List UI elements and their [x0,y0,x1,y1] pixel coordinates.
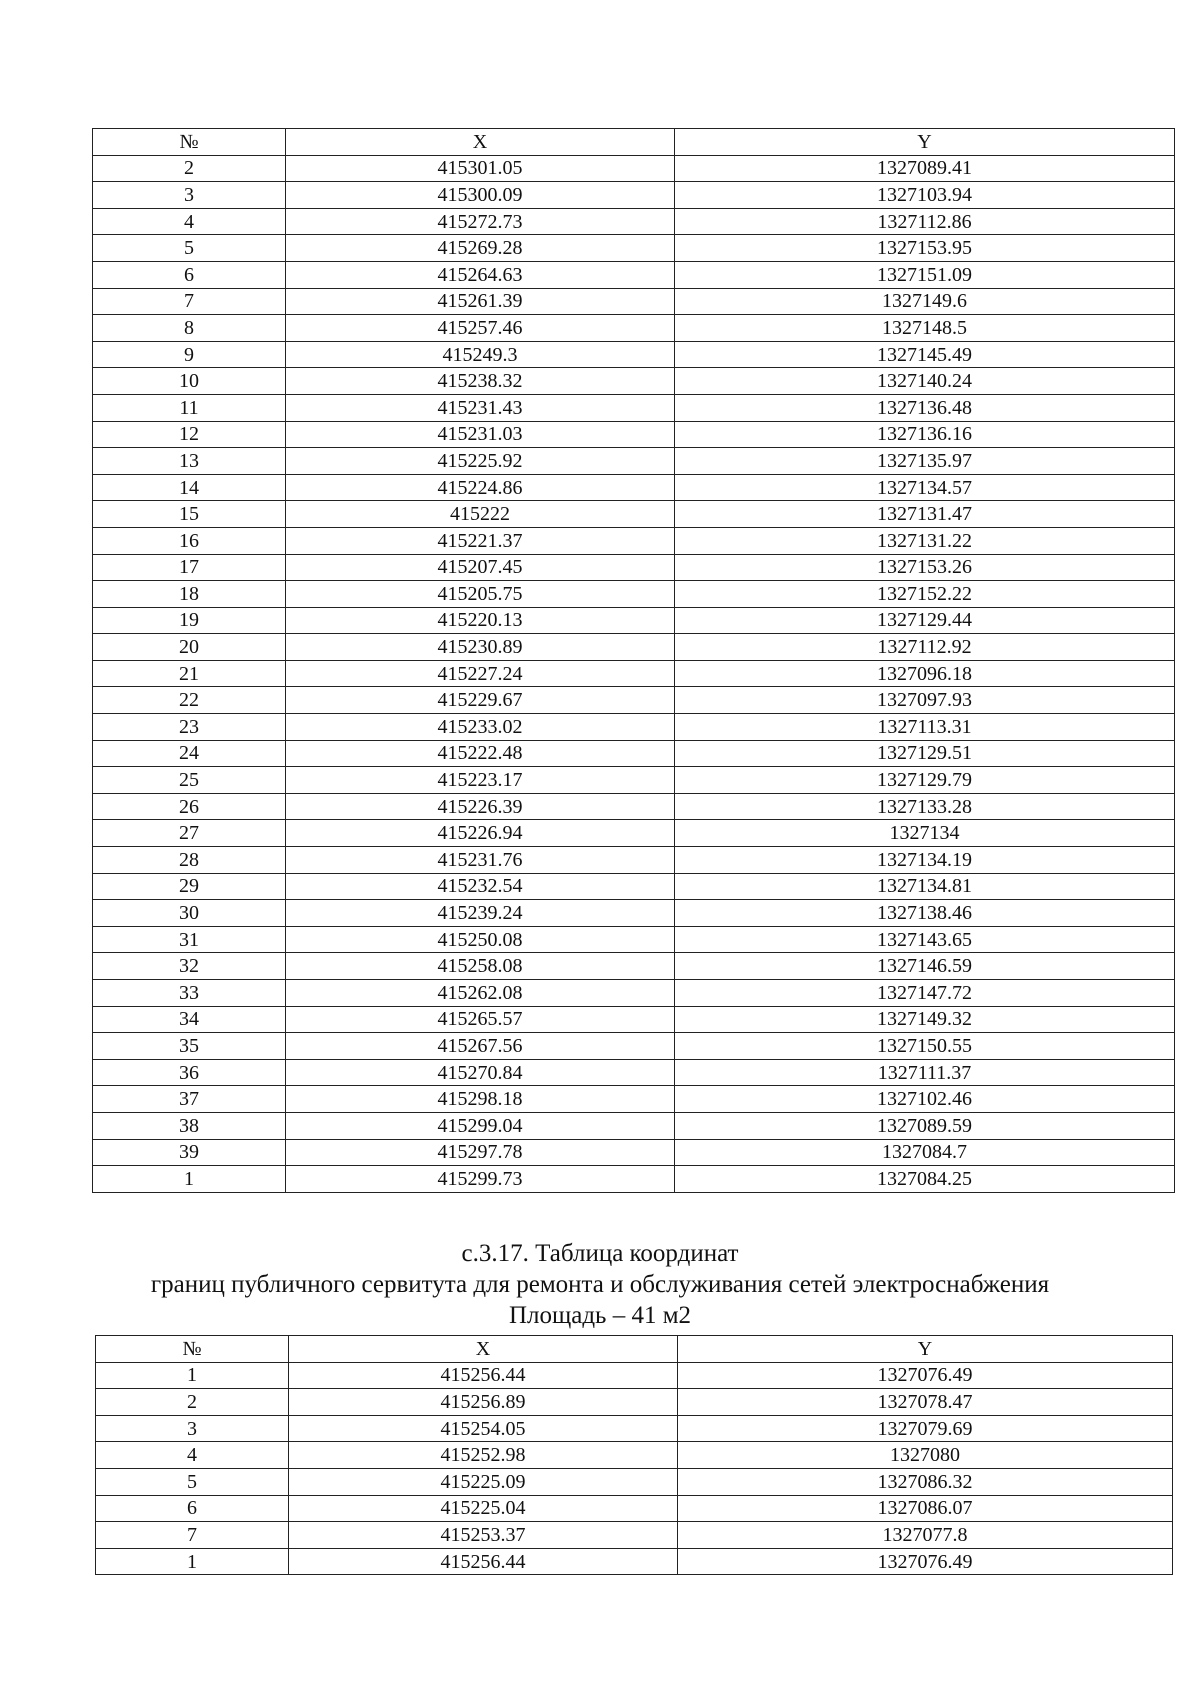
cell-y: 1327089.41 [675,155,1175,182]
cell-x: 415224.86 [286,474,675,501]
cell-x: 415230.89 [286,634,675,661]
cell-x: 415221.37 [286,527,675,554]
cell-y: 1327151.09 [675,261,1175,288]
cell-y: 1327133.28 [675,793,1175,820]
cell-y: 1327086.32 [678,1468,1173,1495]
cell-y: 1327153.26 [675,554,1175,581]
cell-number: 6 [96,1495,289,1522]
table-header-row [93,129,1175,156]
table-row [93,607,1175,634]
cell-y: 1327146.59 [675,953,1175,980]
cell-y: 1327147.72 [675,980,1175,1007]
table-row [93,368,1175,395]
cell-number: 19 [93,607,286,634]
cell-x: 415269.28 [286,235,675,262]
column-header-y: Y [678,1336,1173,1363]
cell-x: 415238.32 [286,368,675,395]
table-row [93,261,1175,288]
cell-x: 415297.78 [286,1139,675,1166]
cell-number: 3 [96,1415,289,1442]
cell-number: 16 [93,527,286,554]
table-row [93,182,1175,209]
cell-y: 1327140.24 [675,368,1175,395]
cell-y: 1327112.86 [675,208,1175,235]
cell-y: 1327078.47 [678,1389,1173,1416]
cell-number: 28 [93,847,286,874]
cell-number: 25 [93,767,286,794]
cell-x: 415222.48 [286,740,675,767]
cell-y: 1327134.19 [675,847,1175,874]
cell-number: 31 [93,926,286,953]
cell-number: 21 [93,660,286,687]
cell-x: 415231.76 [286,847,675,874]
cell-x: 415299.04 [286,1112,675,1139]
column-header-number: № [96,1336,289,1363]
cell-number: 29 [93,873,286,900]
table-row [93,155,1175,182]
table-row [96,1522,1173,1549]
cell-number: 37 [93,1086,286,1113]
cell-number: 7 [93,288,286,315]
table-row [93,394,1175,421]
cell-y: 1327143.65 [675,926,1175,953]
table-body [93,155,1175,1192]
cell-x: 415272.73 [286,208,675,235]
cell-y: 1327113.31 [675,714,1175,741]
cell-y: 1327131.22 [675,527,1175,554]
cell-x: 415258.08 [286,953,675,980]
cell-y: 1327129.51 [675,740,1175,767]
cell-y: 1327086.07 [678,1495,1173,1522]
cell-x: 415265.57 [286,1006,675,1033]
table-row [93,474,1175,501]
table-row [93,554,1175,581]
table-header-row [96,1336,1173,1363]
cell-y: 1327076.49 [678,1548,1173,1575]
column-header-x: X [289,1336,678,1363]
table-row [93,288,1175,315]
table-row [93,714,1175,741]
table-row [93,687,1175,714]
cell-x: 415252.98 [289,1442,678,1469]
table-row [93,953,1175,980]
cell-x: 415264.63 [286,261,675,288]
cell-y: 1327097.93 [675,687,1175,714]
cell-x: 415231.03 [286,421,675,448]
table-row [93,873,1175,900]
table-row [96,1495,1173,1522]
table-caption-description: границ публичного сервитута для ремонта и обслуживания сетей электроснабжения [150,1271,1050,1298]
cell-number: 34 [93,1006,286,1033]
column-header-x: X [286,129,675,156]
table-row [93,235,1175,262]
cell-x: 415298.18 [286,1086,675,1113]
cell-x: 415262.08 [286,980,675,1007]
table-row [93,1059,1175,1086]
cell-y: 1327084.7 [675,1139,1175,1166]
cell-y: 1327134.57 [675,474,1175,501]
cell-x: 415256.89 [289,1389,678,1416]
cell-y: 1327150.55 [675,1033,1175,1060]
cell-y: 1327131.47 [675,501,1175,528]
table-row [93,1006,1175,1033]
cell-number: 24 [93,740,286,767]
cell-x: 415226.94 [286,820,675,847]
cell-y: 1327096.18 [675,660,1175,687]
cell-number: 23 [93,714,286,741]
cell-number: 30 [93,900,286,927]
cell-x: 415299.73 [286,1166,675,1193]
cell-y: 1327076.49 [678,1362,1173,1389]
cell-x: 415254.05 [289,1415,678,1442]
cell-y: 1327080 [678,1442,1173,1469]
table-row [96,1468,1173,1495]
cell-x: 415253.37 [289,1522,678,1549]
table-row [93,581,1175,608]
table-row [93,1033,1175,1060]
cell-number: 32 [93,953,286,980]
cell-number: 17 [93,554,286,581]
table-row [93,634,1175,661]
table-row [93,767,1175,794]
cell-x: 415225.92 [286,448,675,475]
table-caption-title: с.3.17. Таблица координат [461,1240,739,1267]
cell-number: 10 [93,368,286,395]
cell-number: 7 [96,1522,289,1549]
cell-y: 1327112.92 [675,634,1175,661]
table-row [96,1442,1173,1469]
cell-y: 1327152.22 [675,581,1175,608]
cell-y: 1327129.79 [675,767,1175,794]
cell-x: 415229.67 [286,687,675,714]
cell-x: 415239.24 [286,900,675,927]
cell-number: 2 [93,155,286,182]
cell-x: 415250.08 [286,926,675,953]
cell-number: 36 [93,1059,286,1086]
cell-x: 415231.43 [286,394,675,421]
cell-x: 415257.46 [286,315,675,342]
table-row [93,501,1175,528]
cell-y: 1327084.25 [675,1166,1175,1193]
cell-x: 415301.05 [286,155,675,182]
table-row [93,926,1175,953]
table-row [93,980,1175,1007]
cell-number: 22 [93,687,286,714]
table-row [93,1112,1175,1139]
table-row [93,421,1175,448]
table-row [93,847,1175,874]
table-row [96,1548,1173,1575]
column-header-y: Y [675,129,1175,156]
cell-number: 3 [93,182,286,209]
table-caption-area: Площадь – 41 м2 [508,1302,692,1329]
cell-number: 13 [93,448,286,475]
table-row [93,208,1175,235]
cell-y: 1327134 [675,820,1175,847]
cell-number: 20 [93,634,286,661]
cell-y: 1327149.6 [675,288,1175,315]
cell-number: 4 [96,1442,289,1469]
cell-y: 1327134.81 [675,873,1175,900]
cell-number: 9 [93,341,286,368]
cell-number: 39 [93,1139,286,1166]
cell-number: 5 [93,235,286,262]
cell-number: 26 [93,793,286,820]
cell-x: 415226.39 [286,793,675,820]
cell-y: 1327145.49 [675,341,1175,368]
table-row [93,1086,1175,1113]
table-row [96,1389,1173,1416]
cell-x: 415261.39 [286,288,675,315]
cell-x: 415232.54 [286,873,675,900]
cell-y: 1327102.46 [675,1086,1175,1113]
cell-y: 1327136.48 [675,394,1175,421]
cell-number: 5 [96,1468,289,1495]
cell-number: 12 [93,421,286,448]
table-row [93,315,1175,342]
cell-x: 415227.24 [286,660,675,687]
cell-number: 38 [93,1112,286,1139]
cell-x: 415225.04 [289,1495,678,1522]
cell-x: 415300.09 [286,182,675,209]
cell-y: 1327136.16 [675,421,1175,448]
cell-y: 1327129.44 [675,607,1175,634]
cell-number: 4 [93,208,286,235]
table-row [93,660,1175,687]
cell-y: 1327149.32 [675,1006,1175,1033]
cell-number: 1 [93,1166,286,1193]
cell-number: 8 [93,315,286,342]
cell-x: 415256.44 [289,1548,678,1575]
cell-number: 15 [93,501,286,528]
cell-x: 415249.3 [286,341,675,368]
table-row [93,1166,1175,1193]
cell-x: 415270.84 [286,1059,675,1086]
table-row [93,341,1175,368]
cell-number: 6 [93,261,286,288]
table-row [93,740,1175,767]
cell-number: 18 [93,581,286,608]
cell-number: 27 [93,820,286,847]
table-row [93,1139,1175,1166]
cell-x: 415256.44 [289,1362,678,1389]
cell-number: 11 [93,394,286,421]
cell-y: 1327148.5 [675,315,1175,342]
cell-y: 1327077.8 [678,1522,1173,1549]
cell-y: 1327103.94 [675,182,1175,209]
table-row [93,793,1175,820]
cell-x: 415207.45 [286,554,675,581]
cell-number: 14 [93,474,286,501]
cell-x: 415220.13 [286,607,675,634]
cell-number: 1 [96,1548,289,1575]
table-row [93,820,1175,847]
coordinates-table-2 [95,1335,1173,1575]
cell-x: 415205.75 [286,581,675,608]
cell-x: 415223.17 [286,767,675,794]
cell-x: 415225.09 [289,1468,678,1495]
cell-x: 415233.02 [286,714,675,741]
cell-y: 1327135.97 [675,448,1175,475]
table-body [96,1362,1173,1575]
cell-x: 415222 [286,501,675,528]
cell-number: 2 [96,1389,289,1416]
cell-y: 1327089.59 [675,1112,1175,1139]
table-row [93,527,1175,554]
table-row [96,1362,1173,1389]
cell-x: 415267.56 [286,1033,675,1060]
cell-y: 1327153.95 [675,235,1175,262]
column-header-number: № [93,129,286,156]
coordinates-table-1 [92,128,1175,1193]
cell-number: 35 [93,1033,286,1060]
table-row [93,900,1175,927]
cell-y: 1327079.69 [678,1415,1173,1442]
cell-number: 1 [96,1362,289,1389]
cell-number: 33 [93,980,286,1007]
table-row [96,1415,1173,1442]
table-row [93,448,1175,475]
cell-y: 1327111.37 [675,1059,1175,1086]
cell-y: 1327138.46 [675,900,1175,927]
